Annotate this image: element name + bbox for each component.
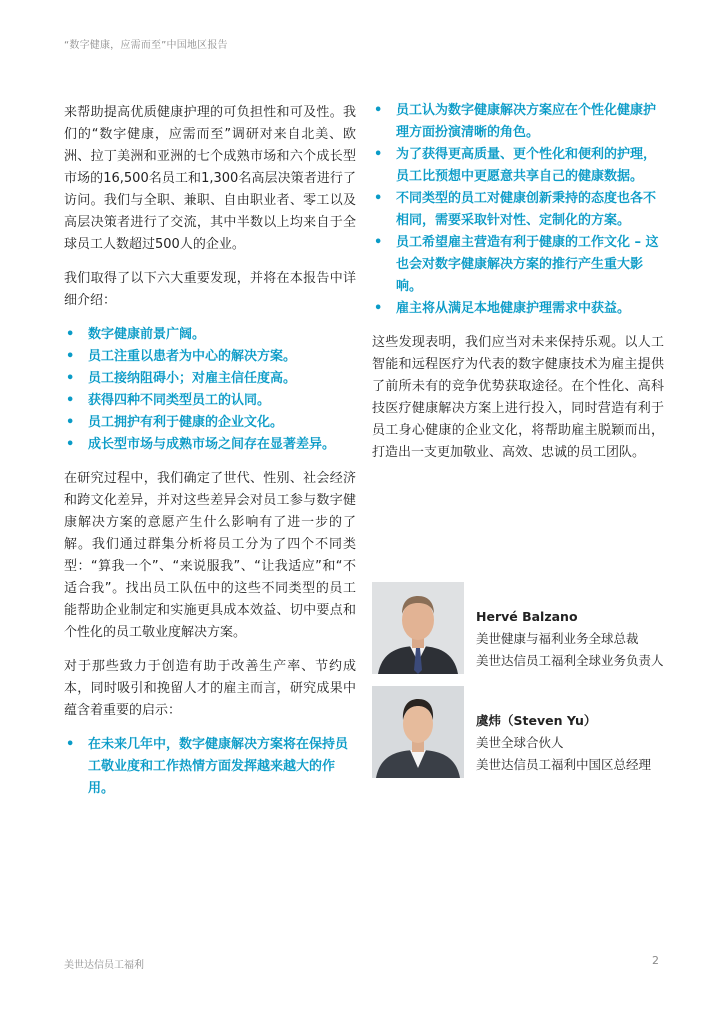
page-number: 2 [652,954,659,967]
bullet-icon: • [66,737,75,752]
implication-item: • 员工认为数字健康解决方案应在个性化健康护理方面扮演清晰的角色。 [372,100,664,144]
finding-item: • 员工拥护有利于健康的企业文化。 [64,412,356,434]
bullet-icon: • [374,235,383,250]
implication-item: • 雇主将从满足本地健康护理需求中获益。 [372,298,664,320]
right-column [372,102,664,476]
bullet-icon: • [66,437,75,452]
author-name: 虞炜（Steven Yu） [476,713,597,728]
author-title: 美世达信员工福利全球业务负责人 [476,653,664,668]
bullet-icon: • [374,191,383,206]
bullet-icon: • [66,393,75,408]
footer-org: 美世达信员工福利 [64,960,144,971]
findings-list [64,324,356,456]
author-card [372,582,692,678]
implications-intro: 对于那些致力于创造有助于改善生产率、节约成本，同时吸引和挽留人才的雇主而言，研究成果中蕴含着重要的启示： [64,659,356,718]
intro-paragraph: 来帮助提高优质健康护理的可负担性和可及性。我们的“数字健康，应需而至”调研对来自北美、欧洲、拉丁美洲和亚洲的七个成熟市场和六个成长型市场的16,500名员工和1,300名高层决策者进行了访问。我们与全职、兼职、自由职业者、零工以及高层决策者进行了交流，其中半数以上均来自于全球员工人数超过500人的企业。 [64,105,356,252]
author-name: Hervé Balzano [476,609,578,624]
bullet-icon: • [374,301,383,316]
bullet-icon: • [374,147,383,162]
finding-item: • 获得四种不同类型员工的认同。 [64,390,356,412]
bullet-icon: • [66,327,75,342]
finding-item: • 员工接纳阻碍小；对雇主信任度高。 [64,368,356,390]
findings-intro: 我们取得了以下六大重要发现，并将在本报告中详细介绍： [64,271,356,308]
implications-list-left [64,734,356,800]
portrait-icon [372,686,464,778]
author-photo-herve [372,582,464,674]
author-title: 美世健康与福利业务全球总裁 [476,631,639,646]
left-column [64,102,356,812]
author-title: 美世达信员工福利中国区总经理 [476,757,652,772]
author-card [372,686,692,782]
finding-item: • 成长型市场与成熟市场之间存在显著差异。 [64,434,356,456]
implication-item: • 员工希望雇主营造有利于健康的工作文化 – 这也会对数字健康解决方案的推行产生重大影响。 [372,232,664,298]
bullet-icon: • [66,415,75,430]
implications-list-right [372,100,664,320]
research-paragraph: 在研究过程中，我们确定了世代、性别、社会经济和跨文化差异，并对这些差异会对员工参与数字健康解决方案的意愿产生什么影响有了进一步的了解。我们通过群集分析将员工分为了四个不同类型：“算我一个”、“来说服我”、“让我适应”和“不适合我”。找出员工队伍中的这些不同类型的员工能帮助企业制定和实施更具成本效益、切中要点和个性化的员工敬业度解决方案。 [64,471,356,640]
implication-item: • 不同类型的员工对健康创新秉持的态度也各不相同，需要采取针对性、定制化的方案。 [372,188,664,232]
author-photo-steven [372,686,464,778]
bullet-icon: • [66,371,75,386]
running-header: “数字健康，应需而至”中国地区报告 [64,40,228,51]
finding-item: • 员工注重以患者为中心的解决方案。 [64,346,356,368]
author-title: 美世全球合伙人 [476,735,564,750]
finding-item: • 数字健康前景广阔。 [64,324,356,346]
conclusion-paragraph: 这些发现表明，我们应当对未来保持乐观。以人工智能和远程医疗为代表的数字健康技术为雇主提供了前所未有的竞争优势获取途径。在个性化、高科技医疗健康解决方案上进行投入，同时营造有利于员工身心健康的企业文化，将帮助雇主脱颖而出，打造出一支更加敬业、高效、忠诚的员工团队。 [372,335,664,460]
implication-item: • 为了获得更高质量、更个性化和便利的护理，员工比预想中更愿意共享自己的健康数据。 [372,144,664,188]
implication-item: • 在未来几年中，数字健康解决方案将在保持员工敬业度和工作热情方面发挥越来越大的作用。 [64,734,356,800]
portrait-icon [372,582,464,674]
bullet-icon: • [66,349,75,364]
bullet-icon: • [374,103,383,118]
